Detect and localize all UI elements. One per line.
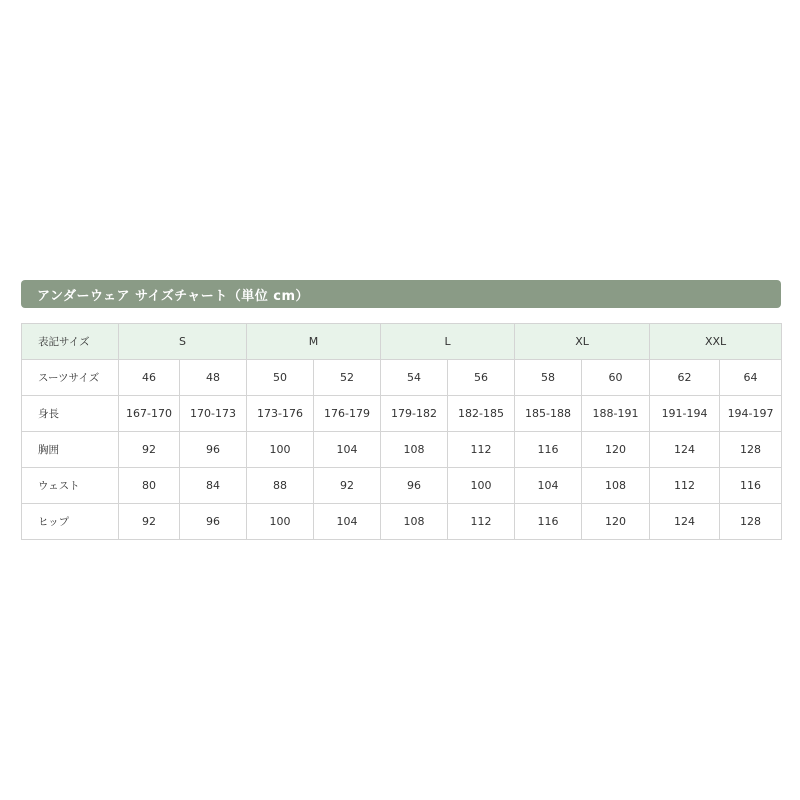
table-cell: 104 xyxy=(314,432,381,468)
table-cell: 194-197 xyxy=(720,396,782,432)
row-label: スーツサイズ xyxy=(22,360,119,396)
row-label: 胸囲 xyxy=(22,432,119,468)
table-cell: 100 xyxy=(247,432,314,468)
table-cell: 88 xyxy=(247,468,314,504)
table-cell: 120 xyxy=(582,432,650,468)
table-cell: 58 xyxy=(515,360,582,396)
table-cell: 50 xyxy=(247,360,314,396)
table-cell: 84 xyxy=(180,468,247,504)
table-cell: 60 xyxy=(582,360,650,396)
table-cell: 100 xyxy=(448,468,515,504)
table-cell: 108 xyxy=(381,504,448,540)
row-label: ウェスト xyxy=(22,468,119,504)
table-cell: 92 xyxy=(119,504,180,540)
table-cell: 92 xyxy=(119,432,180,468)
table-cell: 173-176 xyxy=(247,396,314,432)
table-row-chest xyxy=(22,432,782,468)
size-chart-title-bar xyxy=(21,280,781,308)
table-cell: 182-185 xyxy=(448,396,515,432)
table-cell: 108 xyxy=(582,468,650,504)
table-cell: 124 xyxy=(650,504,720,540)
table-cell: 96 xyxy=(180,432,247,468)
table-cell: 96 xyxy=(180,504,247,540)
table-cell: 176-179 xyxy=(314,396,381,432)
row-label: 身長 xyxy=(22,396,119,432)
size-group-m: M xyxy=(247,324,381,360)
table-cell: 104 xyxy=(515,468,582,504)
table-cell: 48 xyxy=(180,360,247,396)
size-chart-table xyxy=(21,323,782,540)
table-cell: 179-182 xyxy=(381,396,448,432)
table-cell: 64 xyxy=(720,360,782,396)
table-cell: 46 xyxy=(119,360,180,396)
table-row-height xyxy=(22,396,782,432)
table-cell: 56 xyxy=(448,360,515,396)
table-cell: 116 xyxy=(515,504,582,540)
table-cell: 116 xyxy=(515,432,582,468)
size-group-xl: XL xyxy=(515,324,650,360)
table-cell: 167-170 xyxy=(119,396,180,432)
table-cell: 54 xyxy=(381,360,448,396)
table-cell: 170-173 xyxy=(180,396,247,432)
header-label: 表記サイズ xyxy=(22,324,119,360)
table-cell: 128 xyxy=(720,432,782,468)
table-cell: 62 xyxy=(650,360,720,396)
table-cell: 100 xyxy=(247,504,314,540)
table-cell: 112 xyxy=(650,468,720,504)
table-row-waist xyxy=(22,468,782,504)
table-cell: 80 xyxy=(119,468,180,504)
size-group-s: S xyxy=(119,324,247,360)
table-cell: 191-194 xyxy=(650,396,720,432)
table-cell: 128 xyxy=(720,504,782,540)
row-label: ヒップ xyxy=(22,504,119,540)
table-cell: 116 xyxy=(720,468,782,504)
table-cell: 96 xyxy=(381,468,448,504)
table-cell: 104 xyxy=(314,504,381,540)
table-cell: 185-188 xyxy=(515,396,582,432)
table-cell: 120 xyxy=(582,504,650,540)
table-row-hip xyxy=(22,504,782,540)
table-row-suit-size xyxy=(22,360,782,396)
table-header-row xyxy=(22,324,782,360)
table-cell: 92 xyxy=(314,468,381,504)
table-cell: 112 xyxy=(448,432,515,468)
table-cell: 108 xyxy=(381,432,448,468)
table-cell: 188-191 xyxy=(582,396,650,432)
table-cell: 124 xyxy=(650,432,720,468)
size-group-l: L xyxy=(381,324,515,360)
table-cell: 52 xyxy=(314,360,381,396)
table-cell: 112 xyxy=(448,504,515,540)
size-group-xxl: XXL xyxy=(650,324,782,360)
size-chart-title: アンダーウェア サイズチャート（単位 cm） xyxy=(37,288,310,304)
